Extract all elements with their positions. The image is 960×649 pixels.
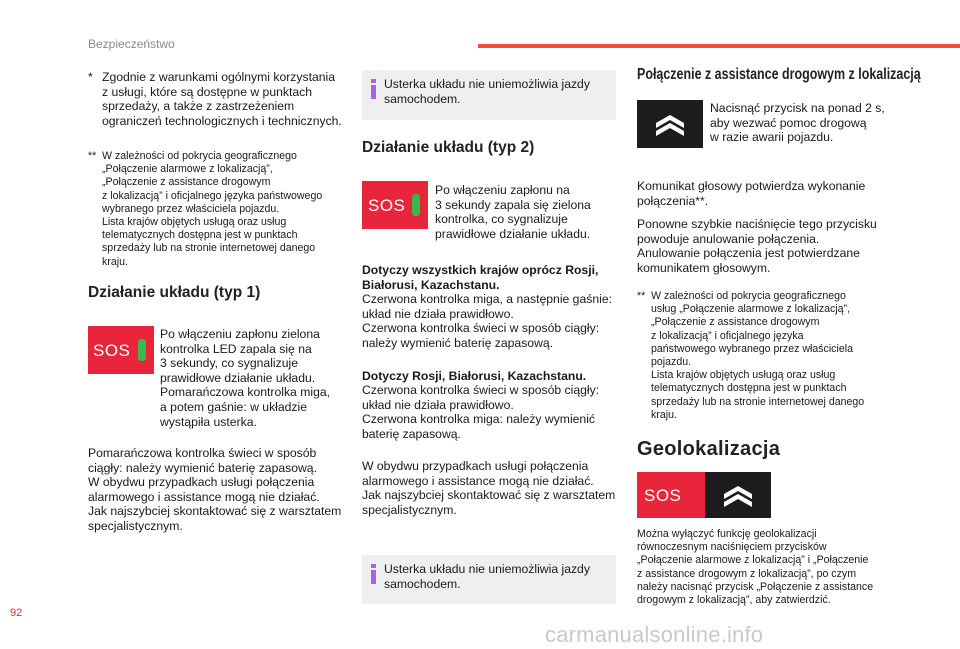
sos-label: SOS [368, 196, 406, 215]
footnote-3-mark: ** [637, 290, 646, 302]
page-number: 92 [10, 607, 23, 619]
green-led-icon [138, 339, 146, 361]
assistance-paragraph-1: Komunikat głosowy potwierdza wykonanie połączenia**. [637, 179, 866, 208]
countries-heading: Dotyczy wszystkich krajów oprócz Rosji, Białorusi, Kazachstanu. [362, 263, 599, 292]
sos-label: SOS [93, 341, 131, 360]
russia-heading: Dotyczy Rosji, Białorusi, Kazachstanu. [362, 369, 587, 383]
assistance-chevrons-icon [637, 100, 703, 148]
geolocation-text: Można wyłączyć funkcję geolokalizacji równoczesnym naciśnięciem przycisków „Połączenie alarmowe z lokalizacją” i „Połączenie z assistance drogowym z lokalizacją”, po czym należy nacisnąć przycisk „Połączenie z assistance drogowym z lokalizacją”, aby zatwierdzić. [637, 528, 874, 607]
heading-geolocation: Geolokalizacja [637, 438, 781, 460]
type-1-description: Po włączeniu zapłonu zielona kontrolka LED zapala się na 3 sekundy, co sygnalizuje prawidłowe działanie układu. Pomarańczowa kontrolka miga, a potem gaśnie: w układzie wystąpiła usterka. [160, 327, 331, 429]
assistance-button-panel [637, 100, 703, 148]
info-bottom-text: Usterka układu nie uniemożliwia jazdy samochodem. [384, 562, 590, 591]
type-1-paragraph: Pomarańczowa kontrolka świeci w sposób ciągły: należy wymienić baterię zapasową. W obydwu przypadkach usługi połączenia alarmowego i assistance mogą nie działać. Jak najszybciej skontaktować się z warsztatem specjalistycznym. [88, 446, 342, 533]
heading-type-2: Działanie układu (typ 2) [362, 139, 535, 156]
footnote-2-mark: ** [88, 150, 97, 162]
type-2-description: Po włączeniu zapłonu na 3 sekundy zapala się zielona kontrolka, co sygnalizuje prawidłowe działanie układu. [435, 183, 591, 241]
heading-assistance: Połączenie z assistance drogowym z lokalizacją [637, 66, 921, 83]
assistance-paragraph-2: Ponowne szybkie naciśnięcie tego przycisku powoduje anulowanie połączenia. Anulowanie połączenia jest potwierdzane komunikatem głosowym. [637, 217, 877, 275]
info-top-text: Usterka układu nie uniemożliwia jazdy samochodem. [384, 77, 590, 106]
sos-indicator-panel-2 [362, 181, 428, 229]
footnote-1: Zgodnie z warunkami ogólnymi korzystania z usługi, które są dostępne w punktach sprzedaży, a także z zastrzeżeniem ograniczeń technologicznych i technicznych. [102, 70, 342, 128]
info-icon [371, 564, 376, 584]
info-icon [371, 79, 376, 99]
russia-text: Czerwona kontrolka świeci w sposób ciągły: układ nie działa prawidłowo. Czerwona kontrolka miga: należy wymienić baterię zapasową. [362, 383, 600, 441]
type-2-paragraph: W obydwu przypadkach usługi połączenia alarmowego i assistance mogą nie działać. Jak najszybciej skontaktować się z warsztatem specjalistycznym. [362, 459, 616, 517]
footnote-3: W zależności od pokrycia geograficznego usług „Połączenie alarmowe z lokalizacją”, „Połączenie z assistance drogowym z lokalizacją” i oficjalnego języka państwowego wybranego przez właściciela pojazdu. Lista krajów objętych usługą oraz usług telematycznych dostępna jest w punktach sprzedaży lub na stronie internetowej danego kraju. [651, 290, 865, 421]
sos-label: SOS [644, 486, 682, 505]
info-box-bottom [362, 555, 616, 604]
sos-indicator-panel [88, 326, 154, 374]
countries-text: Czerwona kontrolka miga, a następnie gaśnie: układ nie działa prawidłowo. Czerwona kontrolka świeci w sposób ciągły: należy wymienić baterię zapasową. [362, 292, 612, 350]
green-led-icon [412, 194, 420, 216]
watermark: carmanualsonline.info [545, 622, 764, 647]
heading-type-1: Działanie układu (typ 1) [88, 284, 261, 301]
section-title: Bezpieczeństwo [88, 37, 175, 51]
geo-sos-panel [637, 472, 705, 518]
footnote-1-mark: * [88, 70, 93, 84]
info-box-top [362, 70, 616, 120]
geo-assistance-panel [705, 472, 771, 518]
footnote-2: W zależności od pokrycia geograficznego „Połączenie alarmowe z lokalizacją”, „Połączenie z assistance drogowym z lokalizacją” i oficjalnego języka państwowego wybranego przez właściciela pojazdu. Lista krajów objętych usługą oraz usług telematycznych dostępna jest w punktach sprzedaży lub na stronie internetowej danego kraju. [102, 150, 323, 268]
assistance-chevrons-icon [705, 472, 771, 518]
assistance-button-description: Nacisnąć przycisk na ponad 2 s, aby wezwać pomoc drogową w razie awarii pojazdu. [710, 101, 885, 145]
header-accent-line [478, 44, 960, 48]
